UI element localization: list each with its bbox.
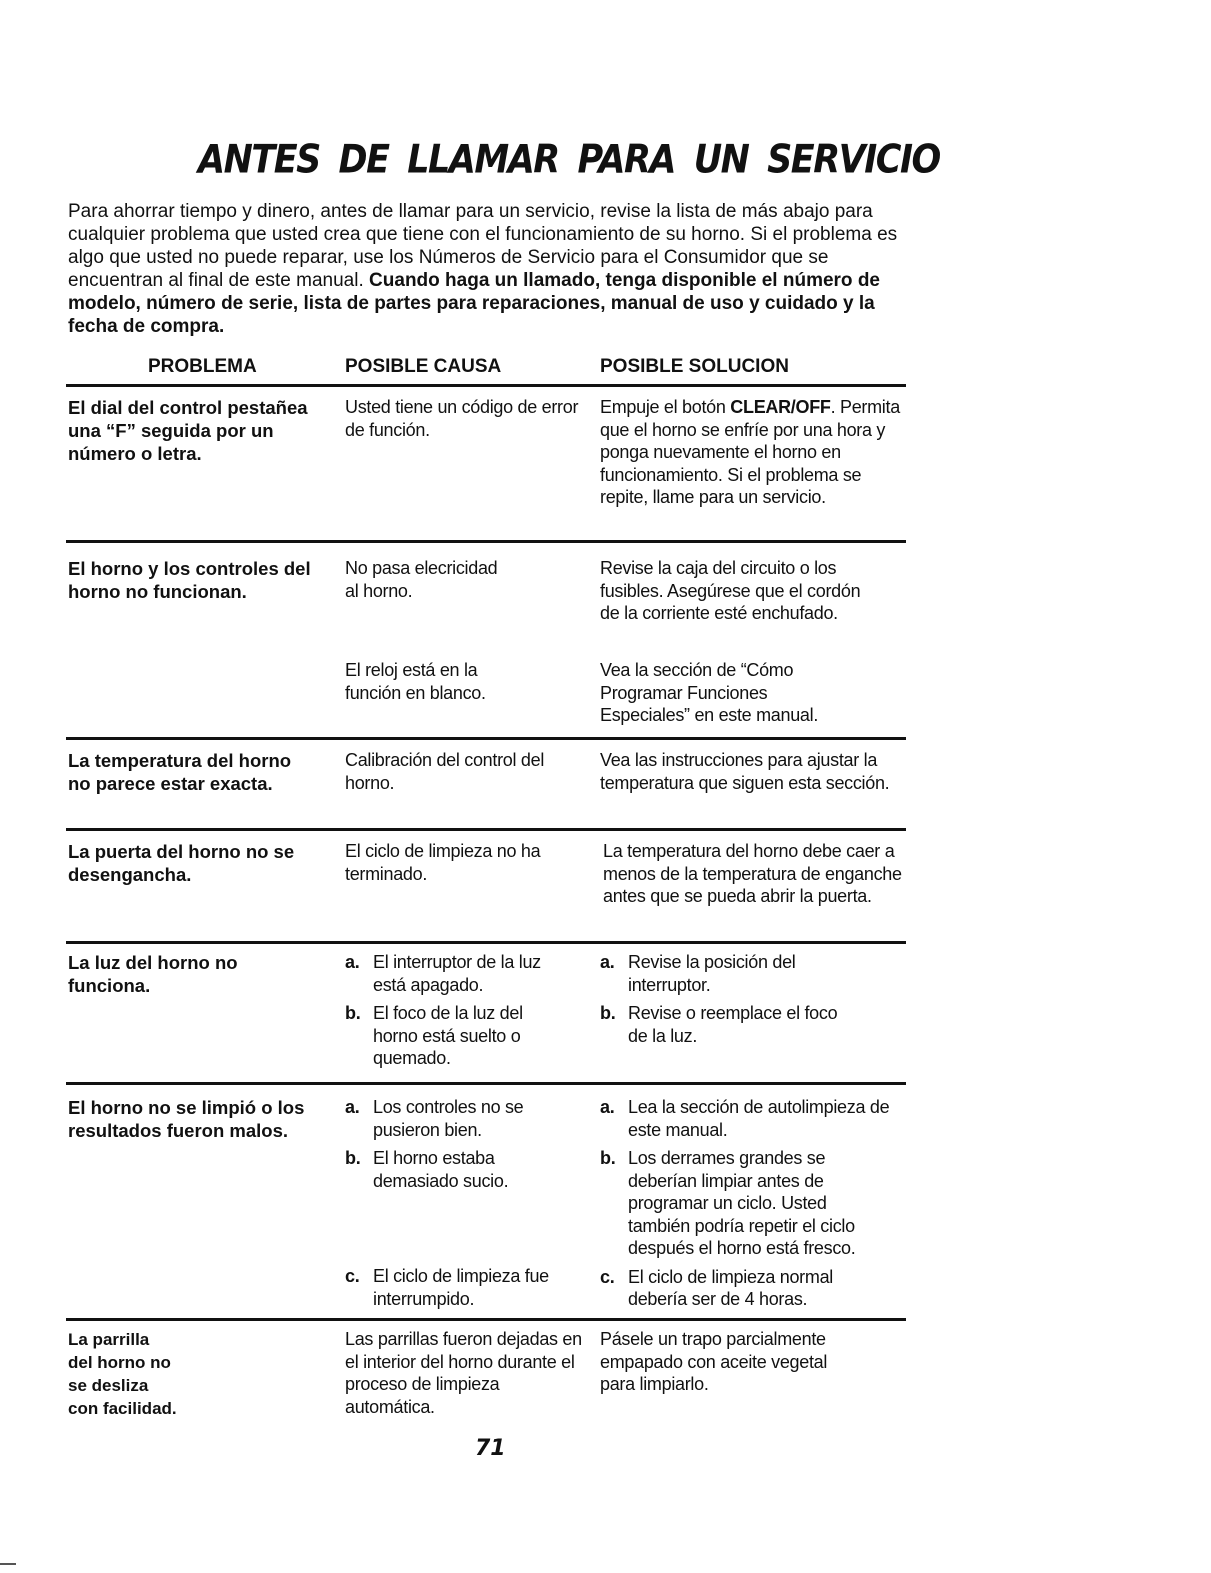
item-label: a. bbox=[600, 952, 615, 972]
cause-item bbox=[345, 1147, 565, 1192]
cause-item bbox=[345, 1002, 565, 1070]
row-6-causes bbox=[345, 1096, 565, 1310]
row-7-cause: Las parrillas fueron dejadas en el interior del horno durante el proceso de limpieza automática. bbox=[345, 1329, 582, 1417]
clear-off-label: CLEAR/OFF bbox=[730, 397, 831, 417]
row-7-solution: Pásele un trapo parcialmente empapado con aceite vegetal para limpiarlo. bbox=[600, 1329, 828, 1394]
item-text: Revise la posición del interruptor. bbox=[628, 952, 796, 995]
row-3-solution: Vea las instrucciones para ajustar la temperatura que siguen esta sección. bbox=[600, 750, 890, 793]
page-title: ANTES DE LLAMAR PARA UN SERVICIO bbox=[198, 138, 940, 183]
row-1-problem: El dial del control pestañea una “F” seguida por un número o letra. bbox=[68, 397, 308, 464]
row-divider bbox=[66, 1318, 906, 1321]
solution-item bbox=[600, 1266, 868, 1311]
row-2-problem: El horno y los controles del horno no funcionan. bbox=[68, 558, 311, 602]
row-1-solution-rest: . Permita que el horno se enfríe por una hora y ponga nuevamente el horno en funcionamiento. Si el problema se repite, llame para un servicio. bbox=[600, 397, 900, 507]
row-2-cause-1: No pasa elecricidad al horno. bbox=[345, 558, 498, 601]
item-text: El horno estaba demasiado sucio. bbox=[373, 1148, 509, 1191]
row-4-cause: El ciclo de limpieza no ha terminado. bbox=[345, 841, 541, 884]
row-5-causes bbox=[345, 951, 565, 1070]
row-divider bbox=[66, 737, 906, 740]
row-5-solutions bbox=[600, 951, 860, 1047]
header-problem: PROBLEMA bbox=[148, 356, 257, 377]
row-3-cause: Calibración del control del horno. bbox=[345, 750, 545, 793]
row-divider bbox=[66, 828, 906, 831]
row-1-solution-prefix: Empuje el botón bbox=[600, 397, 731, 417]
row-1-solution bbox=[600, 396, 906, 509]
cause-item bbox=[345, 951, 565, 996]
item-label: b. bbox=[345, 1148, 361, 1168]
page-number: 71 bbox=[475, 1436, 506, 1461]
row-4-problem: La puerta del horno no se desengancha. bbox=[68, 841, 295, 885]
header-rule bbox=[66, 384, 906, 387]
row-7-problem: La parrilla del horno no se desliza con facilidad. bbox=[68, 1330, 177, 1418]
intro-paragraph bbox=[68, 200, 918, 338]
item-label: a. bbox=[600, 1097, 615, 1117]
cause-item bbox=[345, 1265, 565, 1310]
solution-item bbox=[600, 1147, 858, 1260]
item-text: Los controles no se pusieron bien. bbox=[373, 1097, 524, 1140]
cause-item bbox=[345, 1096, 565, 1141]
item-label: c. bbox=[600, 1266, 615, 1287]
intro-text: Para ahorrar tiempo y dinero, antes de llamar para un servicio, revise la lista de más abajo para cualquier problema que usted crea que tiene con el funcionamiento de su horno. Si el problema es algo que usted no puede reparar, use los Números de Servicio para el Consumidor que se encuentran al final de este manual. bbox=[68, 201, 898, 291]
item-text: Lea la sección de autolimpieza de este manual. bbox=[628, 1097, 890, 1140]
item-label: b. bbox=[600, 1148, 616, 1168]
item-text: Los derrames grandes se deberían limpiar antes de programar un ciclo. Usted también podría repetir el ciclo después el horno está fresco. bbox=[628, 1148, 856, 1258]
header-solution: POSIBLE SOLUCION bbox=[600, 356, 789, 377]
row-1-cause: Usted tiene un código de error de función. bbox=[345, 397, 579, 440]
item-label: b. bbox=[345, 1003, 361, 1023]
item-label: c. bbox=[345, 1266, 360, 1286]
row-4-solution: La temperatura del horno debe caer a menos de la temperatura de enganche antes que se pueda abrir la puerta. bbox=[603, 841, 902, 906]
item-text: El ciclo de limpieza fue interrumpido. bbox=[373, 1266, 549, 1309]
intro-bold-text: Cuando haga un llamado, tenga disponible el número de modelo, número de serie, lista de partes para reparaciones, manual de uso y cuidado y la fecha de compra. bbox=[68, 270, 880, 337]
row-divider bbox=[66, 1082, 906, 1085]
row-3-problem: La temperatura del horno no parece estar exacta. bbox=[68, 750, 292, 794]
row-2-solution-1: Revise la caja del circuito o los fusibles. Asegúrese que el cordón de la corriente esté enchufado. bbox=[600, 558, 861, 623]
row-2-solution-2: Vea la sección de “Cómo Programar Funciones Especiales” en este manual. bbox=[600, 660, 819, 725]
item-label: a. bbox=[345, 1097, 360, 1117]
row-6-solutions bbox=[600, 1096, 890, 1311]
row-2-cause-2: El reloj está en la función en blanco. bbox=[345, 660, 486, 703]
scan-edge-mark bbox=[0, 1563, 16, 1565]
row-divider bbox=[66, 540, 906, 543]
item-text: El ciclo de limpieza normal debería ser de 4 horas. bbox=[628, 1266, 833, 1309]
row-6-problem: El horno no se limpió o los resultados fueron malos. bbox=[68, 1097, 305, 1141]
solution-item bbox=[600, 1002, 860, 1047]
header-cause: POSIBLE CAUSA bbox=[345, 356, 502, 377]
row-5-problem: La luz del horno no funciona. bbox=[68, 952, 238, 996]
item-label: a. bbox=[345, 952, 360, 972]
solution-item bbox=[600, 1096, 890, 1141]
row-divider bbox=[66, 941, 906, 944]
item-text: El foco de la luz del horno está suelto o quemado. bbox=[373, 1003, 523, 1068]
item-label: b. bbox=[600, 1003, 616, 1023]
solution-item bbox=[600, 951, 860, 996]
item-text: El interruptor de la luz está apagado. bbox=[373, 952, 541, 995]
item-text: Revise o reemplace el foco de la luz. bbox=[628, 1003, 838, 1046]
